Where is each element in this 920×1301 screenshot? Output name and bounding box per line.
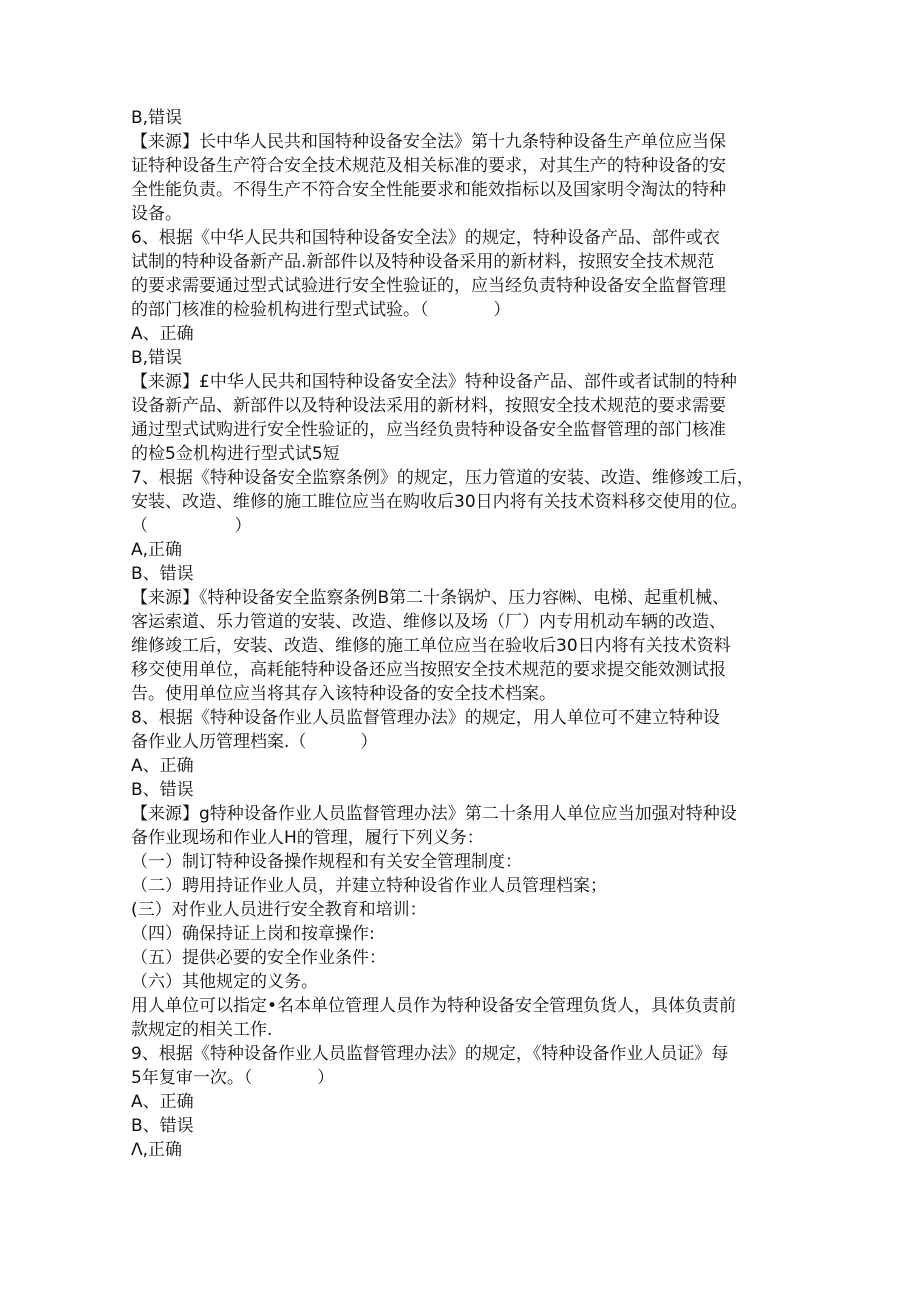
text-line: 8、根据《特种设备作业人员监督管理办法》的规定，用人单位可不建立特种设 (131, 708, 720, 728)
text-line: （五）提供必要的安全作业条件： (131, 948, 386, 968)
text-line: A、正确 (131, 756, 194, 776)
text-line: B,错误 (131, 108, 183, 128)
text-line: 用人单位可以指定•名本单位管理人员作为特种设备安全管理负货人，具体负责前 (131, 996, 737, 1016)
document-page (131, 106, 796, 1162)
text-line: （ ） (131, 516, 252, 536)
text-line: A、正确 (131, 1092, 194, 1112)
text-line: 全性能负责。不得生产不符合安全性能要求和能效指标以及国家明令淘汰的特种 (131, 180, 726, 200)
text-line: 6、根据《中华人民共和国特种设备安全法》的规定，特种设备产品、部件或衣 (131, 228, 720, 248)
text-line: B、错误 (131, 780, 194, 800)
text-line: 【来源】g特种设备作业人员监督管理办法》第二十条用人单位应当加强对特种设 (131, 804, 737, 824)
text-line: 【来源】《特种设备安全监察条例B第二十条锅炉、压力容㈱、电梯、起重机械、 (131, 588, 730, 608)
text-line: 备作业人历管理档案.（ ） (131, 732, 378, 752)
text-line: A,正确 (131, 540, 183, 560)
text-line: 【来源】长中华人民共和国特种设备安全法》第十九条特种设备生产单位应当保 (131, 132, 726, 152)
text-line: B、错误 (131, 564, 194, 584)
text-line: 的部门核准的检验机构进行型式试验。（ ） (131, 300, 511, 320)
text-line: 的要求需要通过型式试验进行安全性验证的，应当经负责特种设备安全监督管理 (131, 276, 726, 296)
text-line: B、错误 (131, 1116, 194, 1136)
text-line: （一）制订特种设备操作规程和有关安全管理制度： (131, 852, 522, 872)
text-line: 款规定的相关工作. (131, 1020, 273, 1040)
text-line: （四）确保持证上岗和按章操作: (131, 924, 375, 944)
text-line: 备作业现场和作业人H的管理，履行下列义务： (131, 828, 484, 848)
text-line: 7、根据《特种设备安全监察条例》的规定，压力管道的安装、改造、维修竣工后， (131, 468, 754, 488)
text-line: 维修竣工后，安装、改造、维修的施工单位应当在验收后30日内将有关技术资料 (131, 636, 731, 656)
text-line: Λ,正确 (131, 1140, 183, 1160)
text-line: （二）聘用持证作业人员，并建立特种设省作业人员管理档案； (131, 876, 607, 896)
text-line: B,错误 (131, 348, 183, 368)
text-line: (三）对作业人员进行安全教育和培训： (131, 900, 427, 920)
text-line: （六）其他规定的义务。 (131, 972, 318, 992)
text-line: 5年复审一次。（ ） (131, 1068, 335, 1088)
text-line: 安装、改造、维修的施工睢位应当在购收后30日内将有关技术资料移交使用的位。 (131, 492, 748, 512)
text-line: 设备。 (131, 204, 182, 224)
text-line: 通过型式试购进行安全性验证的，应当经负贵特种设备安全监督管理的部门核准 (131, 420, 726, 440)
text-line: A、正确 (131, 324, 194, 344)
text-line: 9、根据《特种设备作业人员监督管理办法》的规定，《特种设备作业人员证》每 (131, 1044, 729, 1064)
text-line: 证特种设备生产符合安全技术规范及相关标准的要求，对其生产的特种设备的安 (131, 156, 726, 176)
text-line: 设备新产品、新部件以及特种设法采用的新材料，按照安全技术规范的要求需要 (131, 396, 726, 416)
text-line: 客运索道、乐力管道的安装、改造、维修以及场（厂）内专用机动车辆的改造、 (131, 612, 726, 632)
text-line: 【来源】£中华人民共和国特种设备安全法》特种设备产品、部件或者试制的特种 (131, 372, 737, 392)
text-line: 试制的特种设备新产品.新部件以及特种设备采用的新材料，按照安全技术规范 (131, 252, 715, 272)
text-line: 移交使用单位，高耗能特种设备还应当按照安全技术规范的要求提交能效测试报 (131, 660, 726, 680)
text-line: 的检5佥机构进行型式试5短 (131, 444, 340, 464)
text-line: 告。使用单位应当将其存入该特种设备的安全技术档案。 (131, 684, 556, 704)
